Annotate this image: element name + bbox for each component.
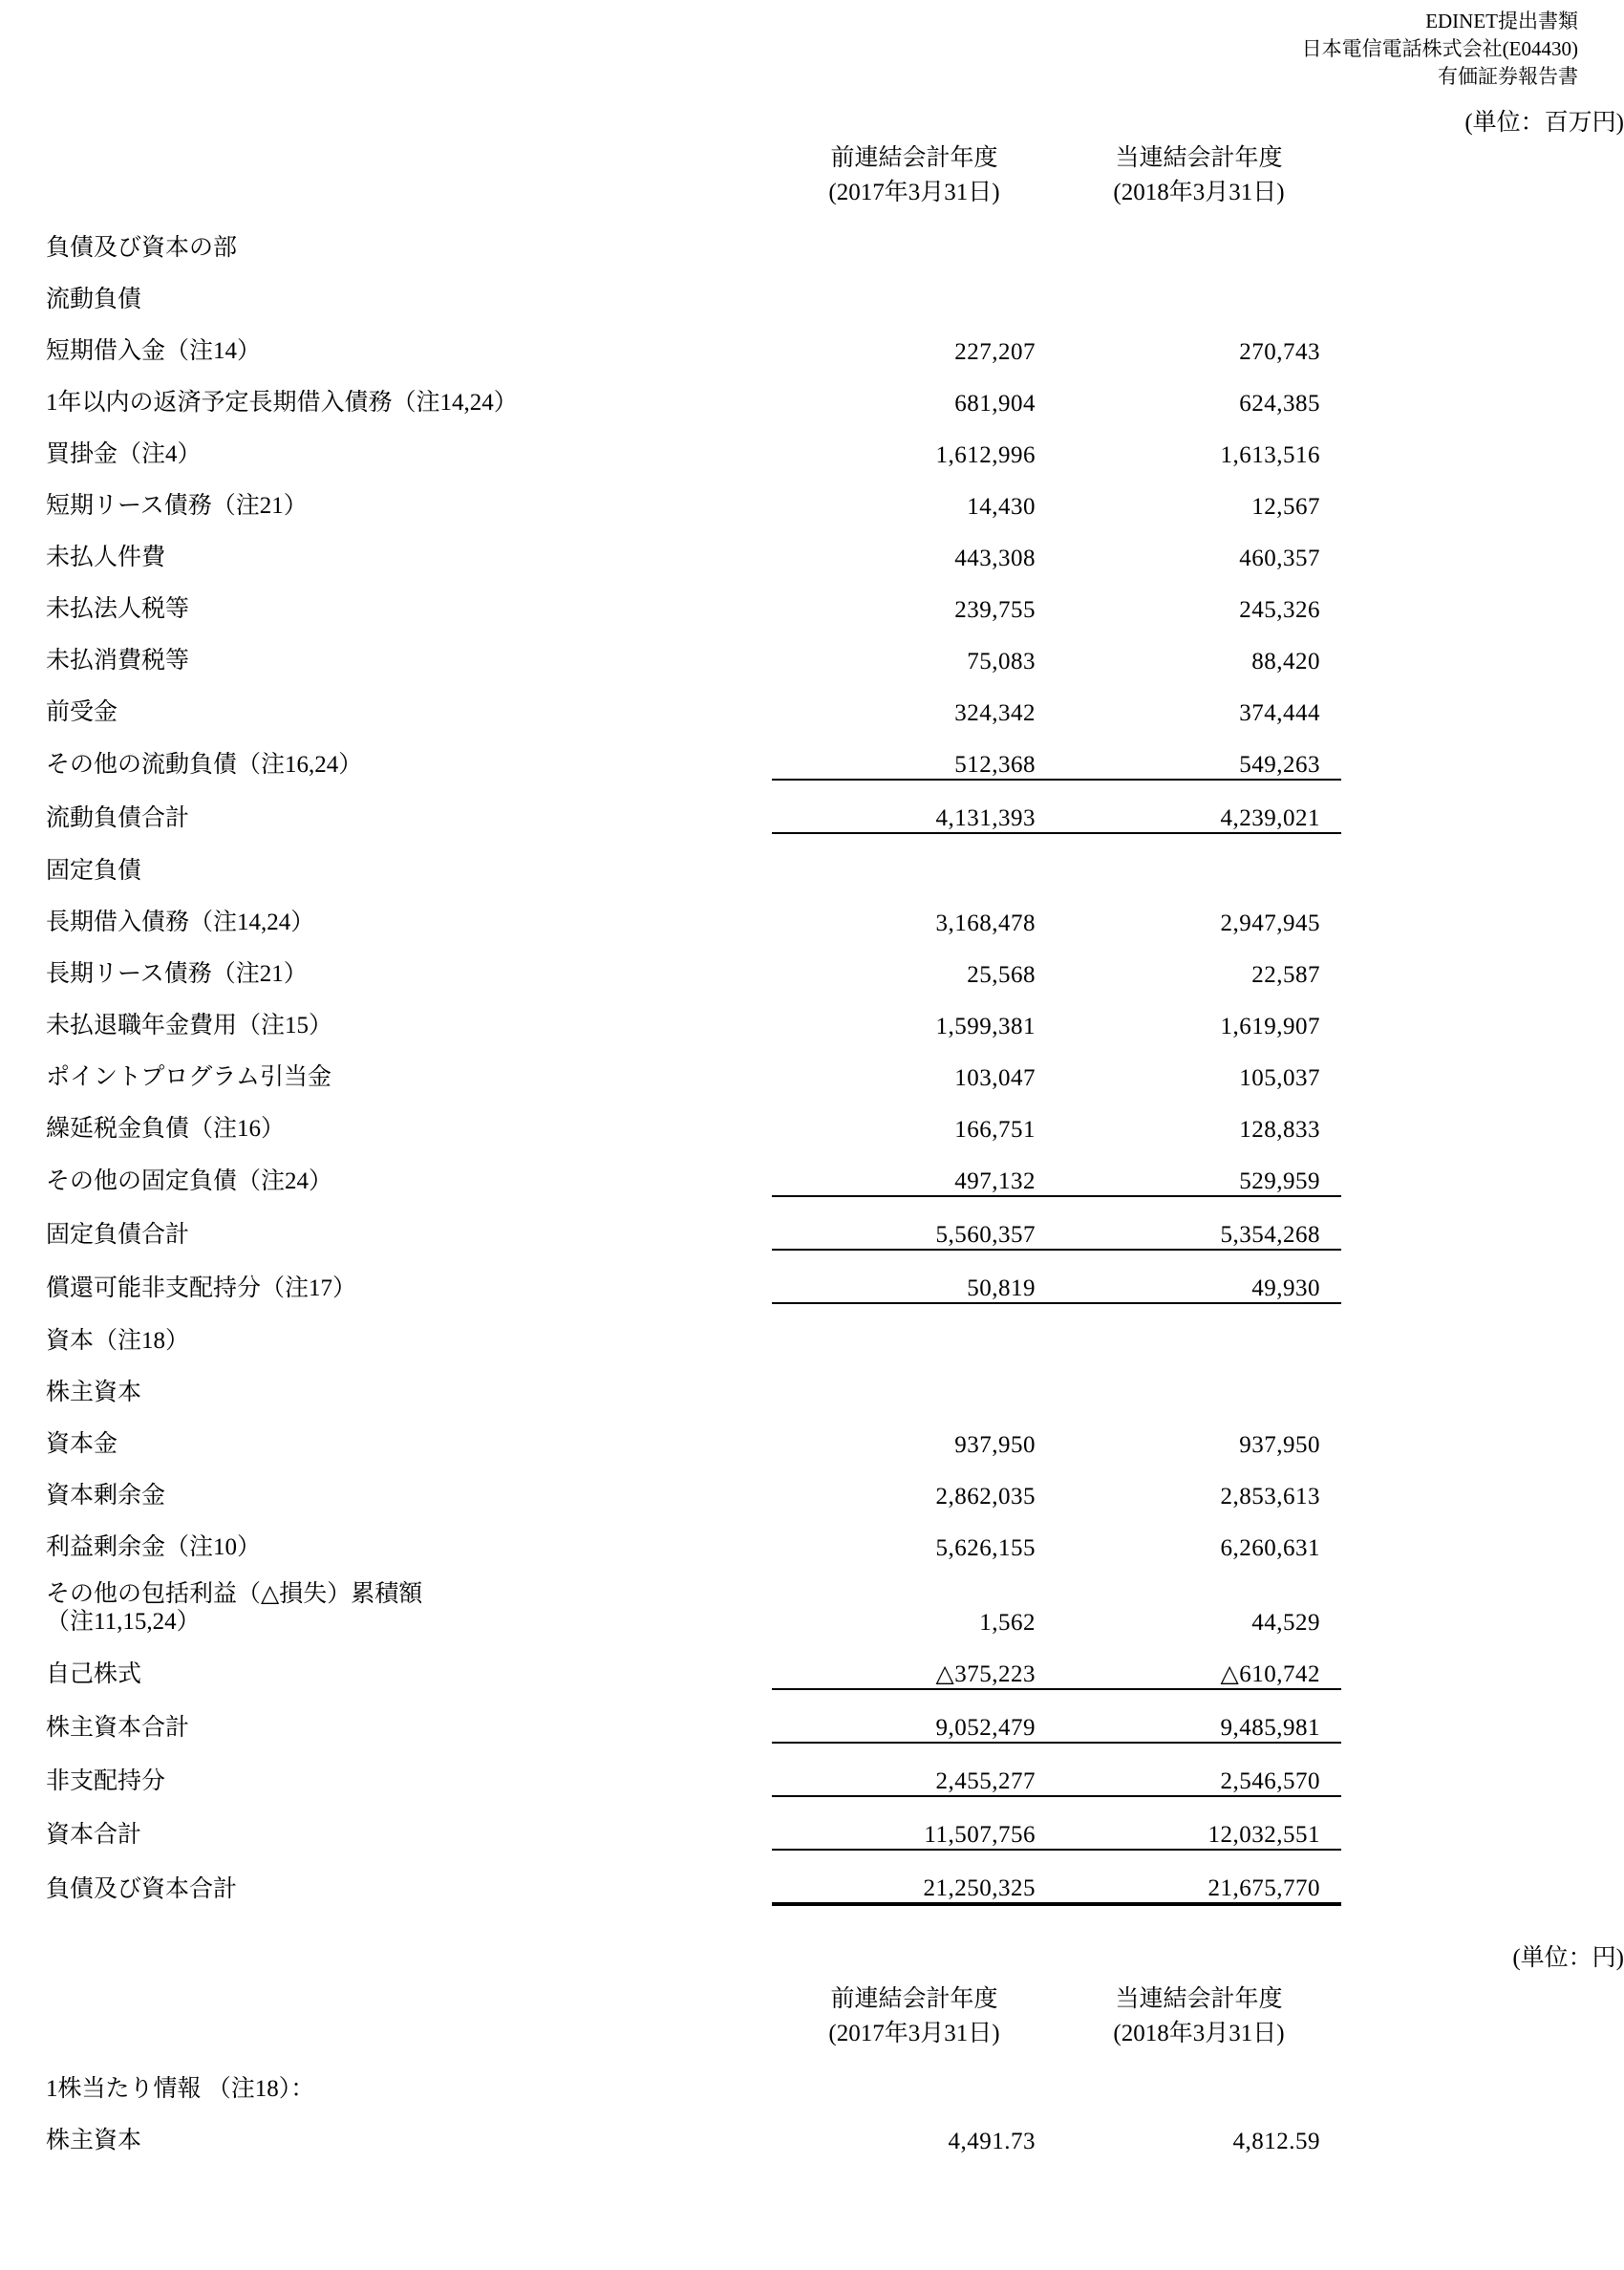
balance-sheet-row-label: 買掛金（注4） <box>46 440 202 467</box>
per-share-header-row <box>46 1982 1341 2052</box>
per-share-value-prev: 4,491.73 <box>948 2128 1036 2154</box>
balance-sheet-value-curr: 460,357 <box>1239 545 1320 571</box>
balance-sheet-value-curr: △610,742 <box>1220 1660 1320 1687</box>
balance-sheet-value-prev: 1,599,381 <box>935 1013 1036 1039</box>
balance-sheet-value-prev: 21,250,325 <box>772 1850 1057 1904</box>
per-share-header-blank <box>46 1982 772 2052</box>
balance-sheet-value-prev: 512,368 <box>954 751 1036 778</box>
balance-sheet-row-label: 非支配持分 <box>46 1767 166 1794</box>
balance-sheet-table <box>46 141 1341 1906</box>
balance-sheet-value-curr: 49,930 <box>1057 1250 1341 1303</box>
balance-sheet-value-curr: 549,263 <box>1239 751 1320 778</box>
balance-sheet-row-label: 資本剰余金 <box>46 1482 166 1509</box>
per-share-prev-date: (2017年3月31日) <box>828 2021 1000 2047</box>
per-share-column-header-curr <box>1057 1982 1341 2052</box>
table-row <box>46 1637 1341 1689</box>
balance-sheet-value-curr: 937,950 <box>1239 1431 1320 1458</box>
unit-note-yen: (単位：円) <box>1512 1945 1624 1971</box>
table-row <box>46 418 1341 469</box>
balance-sheet-value-prev: 14,430 <box>967 493 1036 520</box>
table-row <box>46 1796 1341 1850</box>
balance-sheet-value-curr: 374,444 <box>1239 699 1320 726</box>
table-row <box>46 989 1341 1040</box>
balance-sheet-value-prev: 1,562 <box>979 1609 1036 1636</box>
balance-sheet-value-prev: 239,755 <box>954 596 1036 623</box>
balance-sheet-row-label: 資本（注18） <box>46 1327 190 1354</box>
balance-sheet-value-curr: 2,853,613 <box>1220 1483 1320 1510</box>
balance-sheet-value-prev: 1,612,996 <box>935 441 1036 468</box>
balance-sheet-value-prev: 75,083 <box>967 648 1036 675</box>
prev-year-title: 前連結会計年度 <box>830 145 998 171</box>
balance-sheet-row-label: 負債及び資本の部 <box>46 234 238 261</box>
balance-sheet-value-curr: 21,675,770 <box>1057 1850 1341 1904</box>
balance-sheet-value-curr: 44,529 <box>1251 1609 1320 1636</box>
table-row <box>46 1356 1341 1407</box>
balance-sheet-row-label: 流動負債合計 <box>46 804 190 831</box>
balance-sheet-value-curr: 4,239,021 <box>1057 780 1341 833</box>
per-share-value-prev <box>772 2052 1057 2104</box>
table-row <box>46 1459 1341 1510</box>
balance-sheet-value-curr: 105,037 <box>1239 1064 1320 1091</box>
balance-sheet-value-prev: △375,223 <box>935 1660 1036 1687</box>
table-row <box>46 624 1341 675</box>
table-row <box>46 1144 1341 1196</box>
balance-sheet-value-prev: 2,862,035 <box>935 1483 1036 1510</box>
balance-sheet-row-label: 未払退職年金費用（注15） <box>46 1012 333 1039</box>
balance-sheet-value-prev: 5,560,357 <box>772 1196 1057 1250</box>
balance-sheet-value-prev: 443,308 <box>954 545 1036 571</box>
table-row <box>46 1689 1341 1743</box>
balance-sheet-value-prev <box>772 211 1057 263</box>
balance-sheet-row-label: 繰延税金負債（注16） <box>46 1115 286 1142</box>
balance-sheet-value-curr <box>1057 1356 1341 1407</box>
table-row <box>46 572 1341 624</box>
row-label-line1: その他の包括利益（△損失）累積額 <box>46 1580 423 1607</box>
balance-sheet-value-prev: 50,819 <box>772 1250 1057 1303</box>
table-row <box>46 1092 1341 1144</box>
balance-sheet-value-prev: 3,168,478 <box>935 910 1036 936</box>
header-line-report-type: 有価証券報告書 <box>1438 64 1578 88</box>
balance-sheet-value-curr <box>1057 833 1341 886</box>
balance-sheet-row-label: 長期借入債務（注14,24） <box>46 909 315 935</box>
table-row <box>46 1850 1341 1904</box>
balance-sheet-row-label: 自己株式 <box>46 1660 142 1687</box>
table-row <box>46 833 1341 886</box>
balance-sheet-row-label: 未払人件費 <box>46 544 166 570</box>
table-row <box>46 675 1341 727</box>
balance-sheet-value-prev: 937,950 <box>954 1431 1036 1458</box>
per-share-row-label: 株主資本 <box>46 2127 142 2153</box>
balance-sheet-row-label: その他の固定負債（注24） <box>46 1167 333 1194</box>
table-row <box>46 263 1341 314</box>
header-line-submission: EDINET提出書類 <box>1425 10 1578 32</box>
balance-sheet-value-prev: 11,507,756 <box>772 1796 1057 1850</box>
balance-sheet-row-label: 株主資本合計 <box>46 1714 190 1741</box>
header-line-company: 日本電信電話株式会社(E04430) <box>1301 36 1578 60</box>
balance-sheet-row-label: その他の流動負債（注16,24） <box>46 751 363 778</box>
balance-sheet-value-curr <box>1057 211 1341 263</box>
balance-sheet-value-curr: 245,326 <box>1239 596 1320 623</box>
balance-sheet-row-label: 固定負債合計 <box>46 1221 190 1248</box>
balance-sheet-value-curr: 1,619,907 <box>1220 1013 1320 1039</box>
balance-sheet-value-curr: 2,947,945 <box>1220 910 1320 936</box>
balance-sheet-value-prev: 497,132 <box>954 1167 1036 1194</box>
balance-sheet-value-prev: 227,207 <box>954 338 1036 365</box>
balance-sheet-value-prev <box>772 833 1057 886</box>
balance-sheet-row-label: 1年以内の返済予定長期借入債務（注14,24） <box>46 389 518 416</box>
balance-sheet-value-prev: 5,626,155 <box>935 1534 1036 1561</box>
balance-sheet-row-label: 長期リース債務（注21） <box>46 960 308 987</box>
balance-sheet-row-label: 短期リース債務（注21） <box>46 492 308 519</box>
table-row <box>46 1510 1341 1562</box>
balance-sheet-row-label: 償還可能非支配持分（注17） <box>46 1274 357 1301</box>
per-share-curr-title: 当連結会計年度 <box>1115 1986 1283 2012</box>
per-share-prev-title: 前連結会計年度 <box>830 1986 998 2012</box>
per-share-row-label: 1株当たり情報 （注18）： <box>46 2075 315 2102</box>
balance-sheet-value-prev: 9,052,479 <box>772 1689 1057 1743</box>
column-header-curr-year <box>1057 141 1341 211</box>
balance-sheet-row-label: 資本金 <box>46 1430 118 1457</box>
balance-sheet-row-label: 固定負債 <box>46 857 142 884</box>
balance-sheet-value-prev: 4,131,393 <box>772 780 1057 833</box>
per-share-value-curr <box>1057 2052 1341 2104</box>
balance-sheet-row-label: 負債及び資本合計 <box>46 1875 238 1902</box>
curr-year-title: 当連結会計年度 <box>1115 145 1283 171</box>
table-row <box>46 2052 1341 2104</box>
table-row <box>46 2104 1341 2155</box>
document-header <box>1302 8 1578 91</box>
table-row <box>46 1743 1341 1796</box>
balance-sheet-row-label: 短期借入金（注14） <box>46 337 262 364</box>
table-row <box>46 1250 1341 1303</box>
balance-sheet-row-label: 未払法人税等 <box>46 595 190 622</box>
balance-sheet-value-curr: 22,587 <box>1251 961 1320 988</box>
per-share-value-curr: 4,812.59 <box>1232 2128 1320 2154</box>
table-row <box>46 727 1341 780</box>
prev-year-date: (2017年3月31日) <box>828 180 1000 206</box>
balance-sheet-row-label: 資本合計 <box>46 1821 142 1848</box>
balance-sheet-value-curr: 529,959 <box>1239 1167 1320 1194</box>
balance-sheet-value-curr: 9,485,981 <box>1057 1689 1341 1743</box>
header-blank-cell <box>46 141 772 211</box>
table-row <box>46 469 1341 521</box>
table-header-row <box>46 141 1341 211</box>
table-row <box>46 1407 1341 1459</box>
balance-sheet-value-curr: 1,613,516 <box>1220 441 1320 468</box>
balance-sheet-value-curr <box>1057 1303 1341 1356</box>
table-row <box>46 314 1341 366</box>
table-row <box>46 1196 1341 1250</box>
balance-sheet-row-label: 未払消費税等 <box>46 647 190 674</box>
balance-sheet-value-curr: 6,260,631 <box>1220 1534 1320 1561</box>
table-row <box>46 1562 1341 1637</box>
unit-note-millions: (単位：百万円) <box>1464 110 1624 136</box>
row-label-line2: （注11,15,24） <box>46 1609 201 1635</box>
balance-sheet-value-prev: 25,568 <box>967 961 1036 988</box>
balance-sheet-value-curr: 270,743 <box>1239 338 1320 365</box>
table-row <box>46 211 1341 263</box>
balance-sheet-row-label: 株主資本 <box>46 1379 142 1405</box>
table-row <box>46 1303 1341 1356</box>
balance-sheet-value-prev: 681,904 <box>954 390 1036 417</box>
balance-sheet-value-prev <box>772 263 1057 314</box>
per-share-table <box>46 1982 1341 2155</box>
balance-sheet-body <box>46 211 1341 1904</box>
balance-sheet-value-curr: 12,032,551 <box>1057 1796 1341 1850</box>
table-row <box>46 886 1341 937</box>
balance-sheet-value-curr: 12,567 <box>1251 493 1320 520</box>
balance-sheet-row-label: 利益剰余金（注10） <box>46 1533 262 1560</box>
balance-sheet-value-prev: 103,047 <box>954 1064 1036 1091</box>
per-share-body <box>46 2052 1341 2155</box>
table-row <box>46 780 1341 833</box>
balance-sheet-value-prev <box>772 1303 1057 1356</box>
balance-sheet-row-label <box>46 1562 772 1637</box>
balance-sheet-value-curr: 88,420 <box>1251 648 1320 675</box>
balance-sheet-row-label: 前受金 <box>46 698 118 725</box>
balance-sheet-row-label: 流動負債 <box>46 286 142 312</box>
table-row <box>46 937 1341 989</box>
balance-sheet-value-curr: 2,546,570 <box>1057 1743 1341 1796</box>
balance-sheet-value-prev <box>772 1356 1057 1407</box>
balance-sheet-value-prev: 324,342 <box>954 699 1036 726</box>
balance-sheet-value-prev: 166,751 <box>954 1116 1036 1143</box>
balance-sheet-value-curr: 5,354,268 <box>1057 1196 1341 1250</box>
table-row <box>46 521 1341 572</box>
balance-sheet-value-prev: 2,455,277 <box>772 1743 1057 1796</box>
table-row <box>46 366 1341 418</box>
balance-sheet-value-curr <box>1057 263 1341 314</box>
balance-sheet-value-curr: 128,833 <box>1239 1116 1320 1143</box>
table-row <box>46 1040 1341 1092</box>
per-share-column-header-prev <box>772 1982 1057 2052</box>
balance-sheet-value-curr: 624,385 <box>1239 390 1320 417</box>
column-header-prev-year <box>772 141 1057 211</box>
balance-sheet-row-label: ポイントプログラム引当金 <box>46 1063 332 1090</box>
curr-year-date: (2018年3月31日) <box>1113 180 1285 206</box>
per-share-curr-date: (2018年3月31日) <box>1113 2021 1285 2047</box>
